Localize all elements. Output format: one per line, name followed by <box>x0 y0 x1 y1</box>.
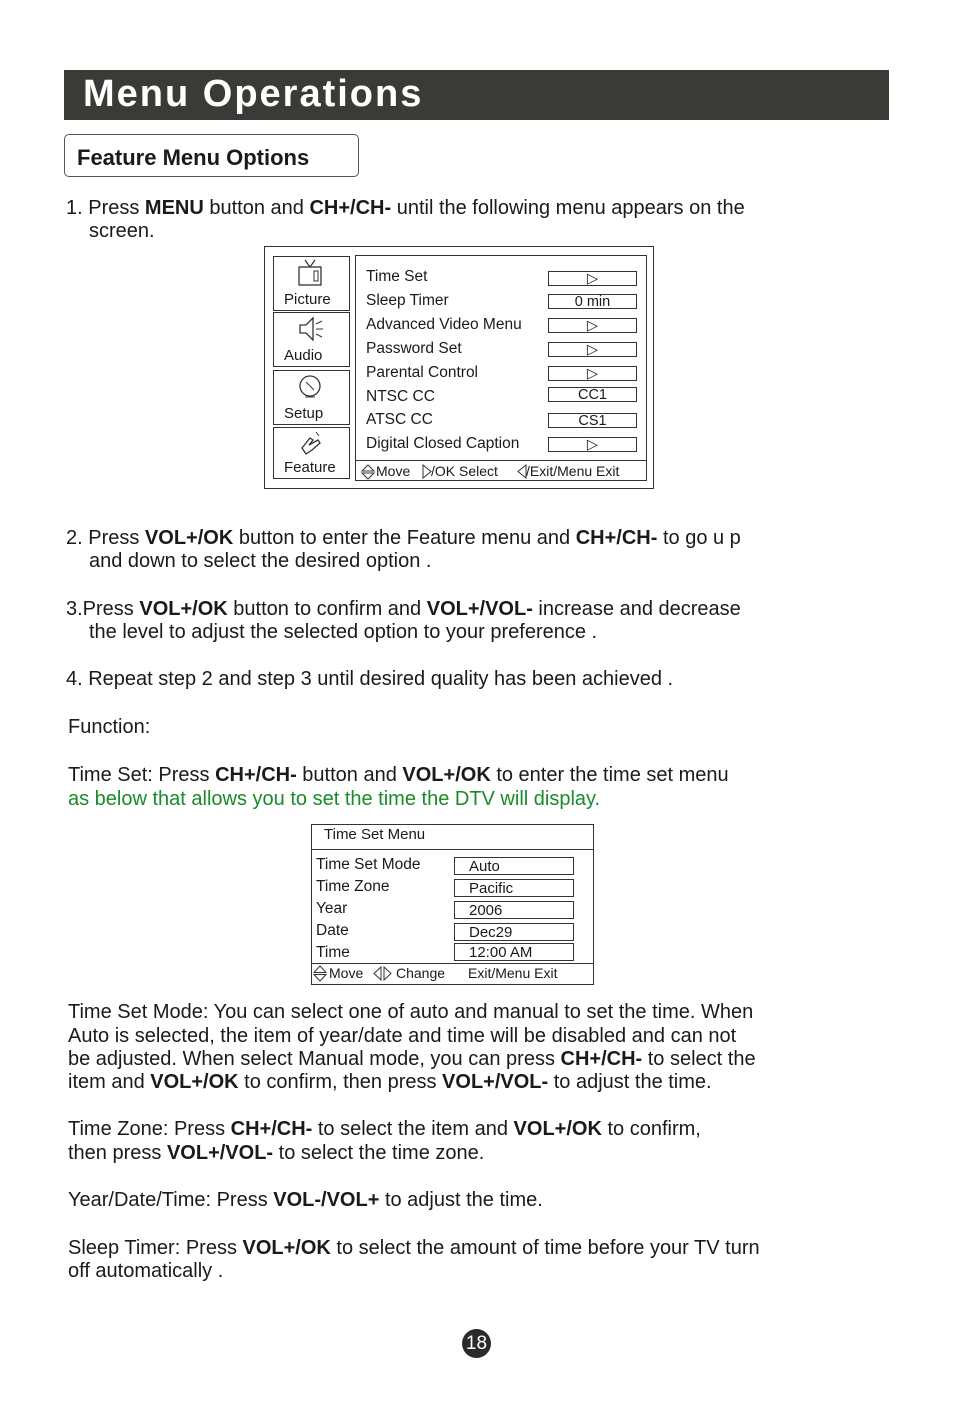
tv-icon <box>296 259 324 287</box>
time-set-description <box>68 764 729 788</box>
ts-footer-change: Change <box>396 965 446 981</box>
ts-value-date: Dec29 <box>454 923 574 941</box>
note-key: CH+/CH- <box>560 1048 643 1070</box>
ts-footer-move: Move <box>329 965 364 981</box>
step-2-text: button to enter the Feature menu and <box>233 527 576 549</box>
footer-move: Move <box>376 463 411 479</box>
step-4: 4. Repeat step 2 and step 3 until desired quality has been achieved . <box>66 668 674 690</box>
sleep-note-line1 <box>68 1237 760 1261</box>
step-2 <box>66 527 741 551</box>
note-key: VOL+/VOL- <box>442 1071 549 1093</box>
zone-note-line1 <box>68 1118 701 1142</box>
ts-footer-exit: Exit/Menu Exit <box>468 965 558 981</box>
ts-item-time[interactable]: Time <box>316 944 350 961</box>
note-text: Time Zone: Press <box>68 1118 231 1140</box>
menu-value-sleep-timer: 0 min <box>548 294 637 309</box>
note-text: Sleep Timer: Press <box>68 1237 243 1259</box>
note-text: Year/Date/Time: Press <box>68 1189 274 1211</box>
function-heading: Function: <box>68 716 151 738</box>
note-key: VOL+/VOL- <box>166 1142 274 1164</box>
ts-item-mode[interactable]: Time Set Mode <box>316 856 421 873</box>
ydt-note <box>68 1189 543 1213</box>
page-number: 18 <box>462 1329 491 1358</box>
function-text: to enter the time set menu <box>490 764 729 786</box>
tab-audio[interactable] <box>273 312 350 367</box>
step-3-text: increase and decrease <box>532 598 741 620</box>
note-text: to confirm, <box>601 1118 701 1140</box>
left-right-arrow-icon <box>373 966 393 981</box>
speaker-icon <box>296 315 324 343</box>
step-3-key: VOL+/OK <box>139 598 228 620</box>
menu-item-atsc-cc[interactable]: ATSC CC <box>366 411 433 428</box>
step-1-key: CH+/CH- <box>309 197 392 219</box>
up-down-arrow-icon <box>313 965 327 982</box>
mode-note-line4 <box>68 1071 712 1095</box>
zone-note-line2 <box>68 1142 484 1166</box>
feature-menu-diagram <box>264 246 654 489</box>
tab-label: Picture <box>284 291 331 308</box>
page-title: Menu Operations <box>83 73 424 115</box>
tab-label: Audio <box>284 347 323 364</box>
menu-footer <box>356 460 646 482</box>
note-text: to select the time zone. <box>273 1142 485 1164</box>
step-3-key: VOL+/VOL- <box>426 598 533 620</box>
step-1-text: 1. Press <box>66 197 145 219</box>
function-key: VOL+/OK <box>402 764 491 786</box>
time-set-description-line2: as below that allows you to set the time the DTV will display. <box>68 788 601 810</box>
function-text: button and <box>296 764 403 786</box>
function-key: CH+/CH- <box>215 764 297 786</box>
time-set-menu-diagram <box>311 824 594 985</box>
step-3-line2: the level to adjust the selected option to your preference . <box>89 621 598 643</box>
step-1-text: until the following menu appears on the <box>391 197 745 219</box>
step-1-key: MENU <box>144 197 204 219</box>
menu-item-digital-cc[interactable]: Digital Closed Caption <box>366 435 520 452</box>
menu-value-ntsc-cc: CC1 <box>548 387 637 402</box>
time-set-menu-title: Time Set Menu <box>324 826 426 843</box>
ts-item-year[interactable]: Year <box>316 900 348 917</box>
step-3-text: 3.Press <box>66 598 140 620</box>
tab-label: Feature <box>284 459 336 476</box>
divider <box>312 963 593 964</box>
title-banner <box>64 70 889 120</box>
note-text: to adjust the time. <box>548 1071 712 1093</box>
satellite-dish-icon <box>296 373 324 401</box>
note-key: CH+/CH- <box>230 1118 313 1140</box>
up-down-arrow-icon <box>361 464 375 480</box>
menu-value-atsc-cc: CS1 <box>548 413 637 428</box>
note-key: VOL+/OK <box>513 1118 602 1140</box>
step-1-text: button and <box>203 197 310 219</box>
tab-label: Setup <box>284 405 324 422</box>
menu-item-advanced-video[interactable]: Advanced Video Menu <box>366 316 522 333</box>
note-key: VOL-/VOL+ <box>273 1189 380 1211</box>
note-text: be adjusted. When select Manual mode, you can press <box>68 1048 561 1070</box>
menu-item-parental-control[interactable]: Parental Control <box>366 364 479 381</box>
step-1 <box>66 197 745 221</box>
divider <box>312 849 593 850</box>
note-text: to select the <box>642 1048 756 1070</box>
note-text: to adjust the time. <box>379 1189 543 1211</box>
note-text: to confirm, then press <box>238 1071 443 1093</box>
note-text: then press <box>68 1142 167 1164</box>
note-text: item and <box>68 1071 151 1093</box>
hand-pointer-icon <box>296 430 324 458</box>
step-3-text: button to confirm and <box>227 598 427 620</box>
note-text: to select the item and <box>312 1118 514 1140</box>
ts-item-zone[interactable]: Time Zone <box>316 878 390 895</box>
menu-item-ntsc-cc[interactable]: NTSC CC <box>366 388 435 405</box>
ts-value-mode: Auto <box>454 857 574 875</box>
tab-picture[interactable] <box>273 256 350 311</box>
menu-item-sleep-timer[interactable]: Sleep Timer <box>366 292 449 309</box>
menu-value-time-set: ▷ <box>548 271 637 286</box>
step-2-line2: and down to select the desired option . <box>89 550 432 572</box>
step-2-text: 2. Press <box>66 527 145 549</box>
section-heading: Feature Menu Options <box>77 145 310 170</box>
tab-setup[interactable] <box>273 370 350 425</box>
menu-value-password-set: ▷ <box>548 342 637 357</box>
mode-note-line2: Auto is selected, the item of year/date and time will be disabled and can not <box>68 1025 737 1047</box>
feature-menu-panel <box>355 255 647 481</box>
footer-exit: /Exit/Menu Exit <box>526 463 620 479</box>
menu-value-advanced-video: ▷ <box>548 318 637 333</box>
sleep-note-line2: off automatically . <box>68 1260 224 1282</box>
menu-item-password-set[interactable]: Password Set <box>366 340 462 357</box>
menu-value-digital-cc: ▷ <box>548 437 637 452</box>
step-2-key: VOL+/OK <box>144 527 234 549</box>
menu-item-time-set[interactable]: Time Set <box>366 268 428 285</box>
ts-value-year: 2006 <box>454 901 574 919</box>
note-key: VOL+/OK <box>150 1071 239 1093</box>
note-key: VOL+/OK <box>242 1237 331 1259</box>
step-3 <box>66 598 741 622</box>
ts-value-zone: Pacific <box>454 879 574 897</box>
note-text: to select the amount of time before your TV turn <box>330 1237 760 1259</box>
section-heading-box <box>64 134 359 177</box>
function-text: Time Set: Press <box>68 764 216 786</box>
step-1-line2: screen. <box>89 220 155 242</box>
footer-ok-select: /OK Select <box>431 463 498 479</box>
mode-note-line1: Time Set Mode: You can select one of auto and manual to set the time. When <box>68 1001 754 1023</box>
menu-value-parental-control: ▷ <box>548 366 637 381</box>
tab-feature[interactable] <box>273 427 350 479</box>
step-2-key: CH+/CH- <box>575 527 658 549</box>
step-2-text: to go u p <box>657 527 741 549</box>
ts-value-time: 12:00 AM <box>454 943 574 961</box>
mode-note-line3 <box>68 1048 756 1072</box>
ts-item-date[interactable]: Date <box>316 922 349 939</box>
